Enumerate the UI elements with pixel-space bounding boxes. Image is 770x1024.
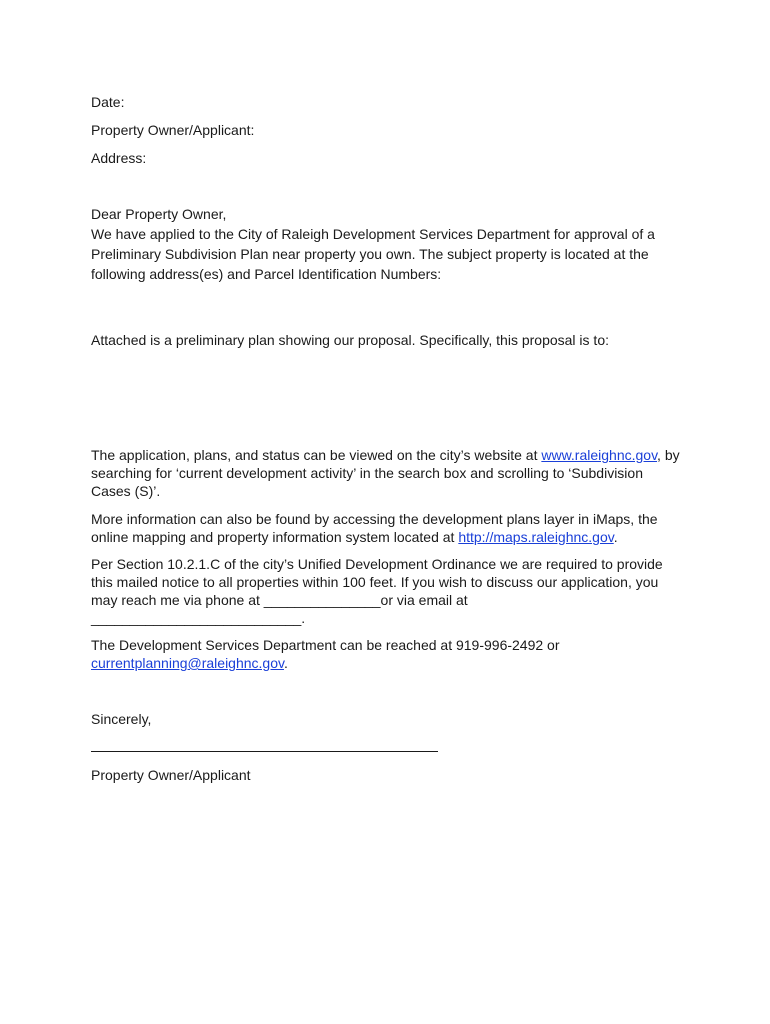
more-info-line-2-pre: online mapping and property information system located at bbox=[91, 529, 459, 545]
proposal-line: Attached is a preliminary plan showing our proposal. Specifically, this proposal is to: bbox=[91, 332, 609, 348]
contact-line-1: The Development Services Department can be reached at 919-996-2492 or bbox=[91, 637, 560, 653]
closing: Sincerely, bbox=[91, 711, 152, 727]
application-line-3: Cases (S)’. bbox=[91, 483, 161, 499]
more-info-line-2-post: . bbox=[613, 529, 618, 545]
notice-line-4: ___________________________. bbox=[91, 610, 306, 626]
more-info-line-2 bbox=[91, 528, 618, 546]
imaps-link[interactable]: http://maps.raleighnc.gov bbox=[458, 529, 614, 545]
signature-label: Property Owner/Applicant bbox=[91, 767, 251, 783]
intro-line-3: following address(es) and Parcel Identification Numbers: bbox=[91, 266, 442, 282]
application-line-2: searching for ‘current development activity’ in the search box and scrolling to ‘Subdivision bbox=[91, 465, 643, 481]
application-line-1 bbox=[91, 446, 680, 464]
website-link[interactable]: www.raleighnc.gov bbox=[541, 447, 658, 463]
date-label: Date: bbox=[91, 94, 125, 110]
application-line-1-post: , by bbox=[657, 447, 680, 463]
notice-line-3: may reach me via phone at _______________or via email at bbox=[91, 592, 468, 608]
greeting: Dear Property Owner, bbox=[91, 206, 227, 222]
notice-line-1: Per Section 10.2.1.C of the city’s Unified Development Ordinance we are required to provide bbox=[91, 556, 663, 572]
application-line-1-pre: The application, plans, and status can be viewed on the city’s website at bbox=[91, 447, 542, 463]
notice-line-2: this mailed notice to all properties within 100 feet. If you wish to discuss our application, you bbox=[91, 574, 659, 590]
more-info-line-1: More information can also be found by accessing the development plans layer in iMaps, the bbox=[91, 511, 658, 527]
email-link[interactable]: currentplanning@raleighnc.gov bbox=[91, 655, 284, 671]
address-label: Address: bbox=[91, 150, 147, 166]
intro-line-2: Preliminary Subdivision Plan near property you own. The subject property is located at the bbox=[91, 246, 649, 262]
contact-line-2 bbox=[91, 654, 288, 672]
intro-line-1: We have applied to the City of Raleigh Development Services Department for approval of a bbox=[91, 226, 655, 242]
owner-applicant-label: Property Owner/Applicant: bbox=[91, 122, 255, 138]
signature-line bbox=[91, 751, 438, 752]
contact-line-2-post: . bbox=[283, 655, 288, 671]
